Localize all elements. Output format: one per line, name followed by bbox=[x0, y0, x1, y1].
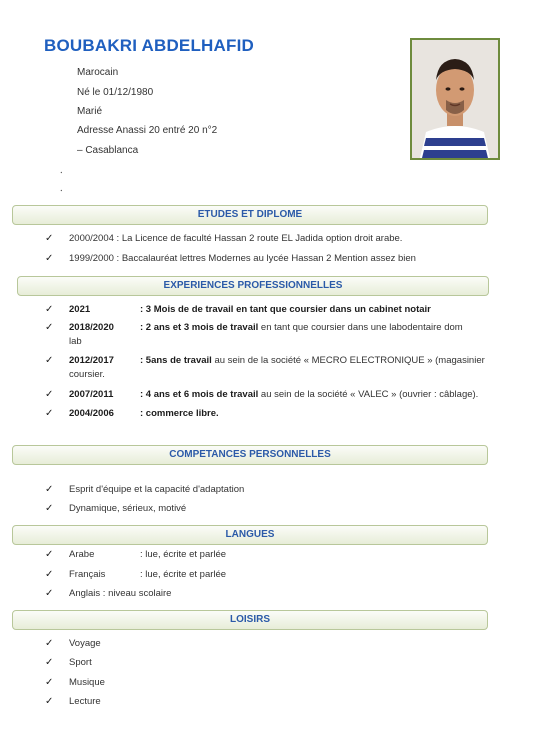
check-icon: ✓ bbox=[45, 322, 54, 333]
address-line-1: Adresse Anassi 20 entré 20 n°2 bbox=[77, 125, 218, 136]
experience-summary: : 3 Mois de de travail en tant que coursier dans un cabinet notair bbox=[140, 304, 431, 315]
check-icon: ✓ bbox=[45, 549, 54, 560]
etudes-item: 2000/2004 : La Licence de faculté Hassan 2 route EL Jadida option droit arabe. bbox=[69, 233, 403, 244]
language-name: Français bbox=[69, 569, 106, 580]
section-header-experiences: EXPERIENCES PROFESSIONNELLES bbox=[17, 276, 489, 296]
check-icon: ✓ bbox=[45, 253, 54, 264]
section-header-langues: LANGUES bbox=[12, 525, 488, 545]
language-level: : lue, écrite et parlée bbox=[140, 569, 227, 580]
etudes-item: 1999/2000 : Baccalauréat lettres Modernes au lycée Hassan 2 Mention assez bien bbox=[69, 253, 416, 264]
bullet-mark: ⸱ bbox=[60, 186, 63, 197]
address-line-2: – Casablanca bbox=[77, 145, 139, 156]
check-icon: ✓ bbox=[45, 588, 54, 599]
portrait-image bbox=[412, 40, 498, 158]
check-icon: ✓ bbox=[45, 677, 54, 688]
experience-detail: en tant que coursier dans une labodentaire dom bbox=[258, 322, 463, 333]
check-icon: ✓ bbox=[45, 389, 54, 400]
check-icon: ✓ bbox=[45, 638, 54, 649]
section-header-loisirs: LOISIRS bbox=[12, 610, 488, 630]
check-icon: ✓ bbox=[45, 484, 54, 495]
check-icon: ✓ bbox=[45, 304, 54, 315]
experience-detail: au sein de la société « VALEC » (ouvrier : câblage). bbox=[258, 389, 479, 400]
check-icon: ✓ bbox=[45, 696, 54, 707]
section-header-competences: COMPETANCES PERSONNELLES bbox=[12, 445, 488, 465]
experience-continuation: lab bbox=[69, 336, 82, 347]
language-name: Arabe bbox=[69, 549, 95, 560]
candidate-name: BOUBAKRI ABDELHAFID bbox=[44, 36, 254, 55]
experience-summary: : 4 ans et 6 mois de travail bbox=[140, 389, 259, 400]
check-icon: ✓ bbox=[45, 355, 54, 366]
experience-year: 2012/2017 bbox=[69, 355, 114, 366]
check-icon: ✓ bbox=[45, 233, 54, 244]
hobby-item: Voyage bbox=[69, 638, 101, 649]
hobby-item: Sport bbox=[69, 657, 92, 668]
birth-date: Né le 01/12/1980 bbox=[77, 87, 154, 98]
experience-summary: : commerce libre. bbox=[140, 408, 219, 419]
profile-photo bbox=[410, 38, 500, 160]
experience-continuation: coursier. bbox=[69, 369, 105, 380]
language-name: Anglais : niveau scolaire bbox=[69, 588, 172, 599]
section-header-etudes: ETUDES ET DIPLOME bbox=[12, 205, 488, 225]
check-icon: ✓ bbox=[45, 657, 54, 668]
competence-item: Dynamique, sérieux, motivé bbox=[69, 503, 187, 514]
language-level: : lue, écrite et parlée bbox=[140, 549, 227, 560]
check-icon: ✓ bbox=[45, 408, 54, 419]
experience-year: 2021 bbox=[69, 304, 91, 315]
experience-summary: : 2 ans et 3 mois de travail bbox=[140, 322, 259, 333]
hobby-item: Musique bbox=[69, 677, 105, 688]
nationality: Marocain bbox=[77, 67, 119, 78]
experience-summary: : 5ans de travail bbox=[140, 355, 212, 366]
hobby-item: Lecture bbox=[69, 696, 101, 707]
experience-year: 2007/2011 bbox=[69, 389, 114, 400]
experience-year: 2004/2006 bbox=[69, 408, 114, 419]
check-icon: ✓ bbox=[45, 569, 54, 580]
marital-status: Marié bbox=[77, 106, 103, 117]
experience-detail: au sein de la société « MECRO ELECTRONIQUE » (magasinier bbox=[211, 355, 485, 366]
bullet-mark: ⸱ bbox=[60, 168, 63, 179]
check-icon: ✓ bbox=[45, 503, 54, 514]
competence-item: Esprit d'équipe et la capacité d'adaptation bbox=[69, 484, 245, 495]
experience-year: 2018/2020 bbox=[69, 322, 114, 333]
